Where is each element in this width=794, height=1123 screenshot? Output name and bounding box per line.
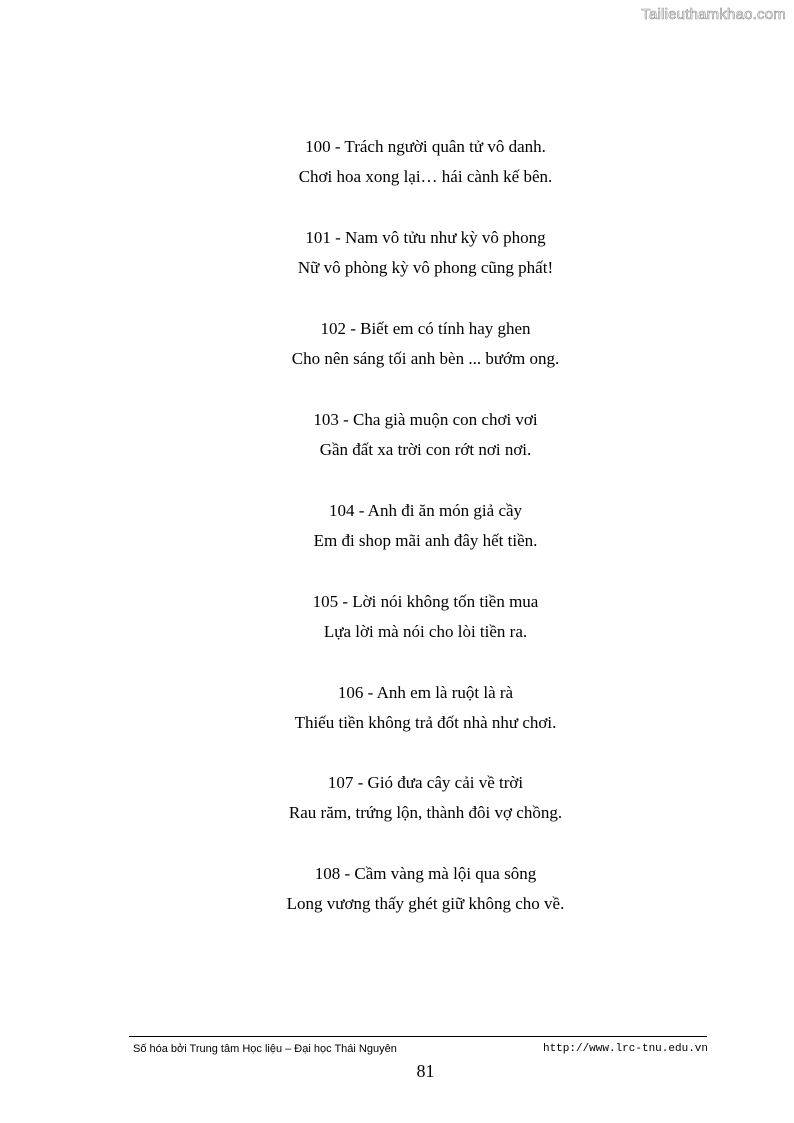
verse-line: 105 - Lời nói không tốn tiền mua (312, 592, 539, 611)
verse-line: 103 - Cha già muộn con chơi vơi (313, 410, 538, 429)
verse-line: Gần đất xa trời con rớt nơi nơi. (319, 440, 532, 459)
verse-106 (0, 678, 794, 738)
verse-line: 104 - Anh đi ăn món giả cầy (328, 501, 523, 520)
verse-100 (0, 132, 794, 192)
verse-line: 106 - Anh em là ruột là rà (337, 683, 514, 702)
verse-103 (0, 405, 794, 465)
watermark-text: Tailieuthamkhao.com (641, 6, 786, 23)
footer-source-text: Số hóa bởi Trung tâm Học liệu – Đại học Thái Nguyên (133, 1043, 397, 1055)
verse-line: Chơi hoa xong lại… hái cành kế bên. (298, 167, 553, 186)
verse-line: 100 - Trách người quân tử vô danh. (305, 137, 546, 156)
verse-107 (0, 768, 794, 828)
verse-line: Rau răm, trứng lộn, thành đôi vợ chồng. (288, 803, 563, 822)
verse-line: Long vương thấy ghét giữ không cho về. (286, 894, 565, 913)
verse-108 (0, 859, 794, 919)
verse-line: 101 - Nam vô tửu như kỳ vô phong (305, 228, 546, 247)
page-number: 81 (416, 1061, 435, 1081)
verse-101 (0, 223, 794, 283)
verse-102 (0, 314, 794, 374)
verse-line: Nữ vô phòng kỳ vô phong cũng phất! (297, 258, 554, 277)
footer-url-link[interactable]: http://www.lrc-tnu.edu.vn (542, 1043, 708, 1055)
verse-line: 107 - Gió đưa cây cải về trời (327, 773, 524, 792)
verse-105 (0, 587, 794, 647)
verse-line: Lựa lời mà nói cho lòi tiền ra. (323, 622, 528, 641)
verse-line: Em đi shop mãi anh đây hết tiền. (313, 531, 538, 550)
verse-line: Cho nên sáng tối anh bèn ... bướm ong. (291, 349, 560, 368)
verse-104 (0, 496, 794, 556)
footer-divider (129, 1036, 707, 1037)
verse-line: 102 - Biết em có tính hay ghen (320, 319, 531, 338)
verse-line: 108 - Cầm vàng mà lội qua sông (314, 864, 537, 883)
verse-line: Thiếu tiền không trả đốt nhà như chơi. (294, 713, 557, 732)
